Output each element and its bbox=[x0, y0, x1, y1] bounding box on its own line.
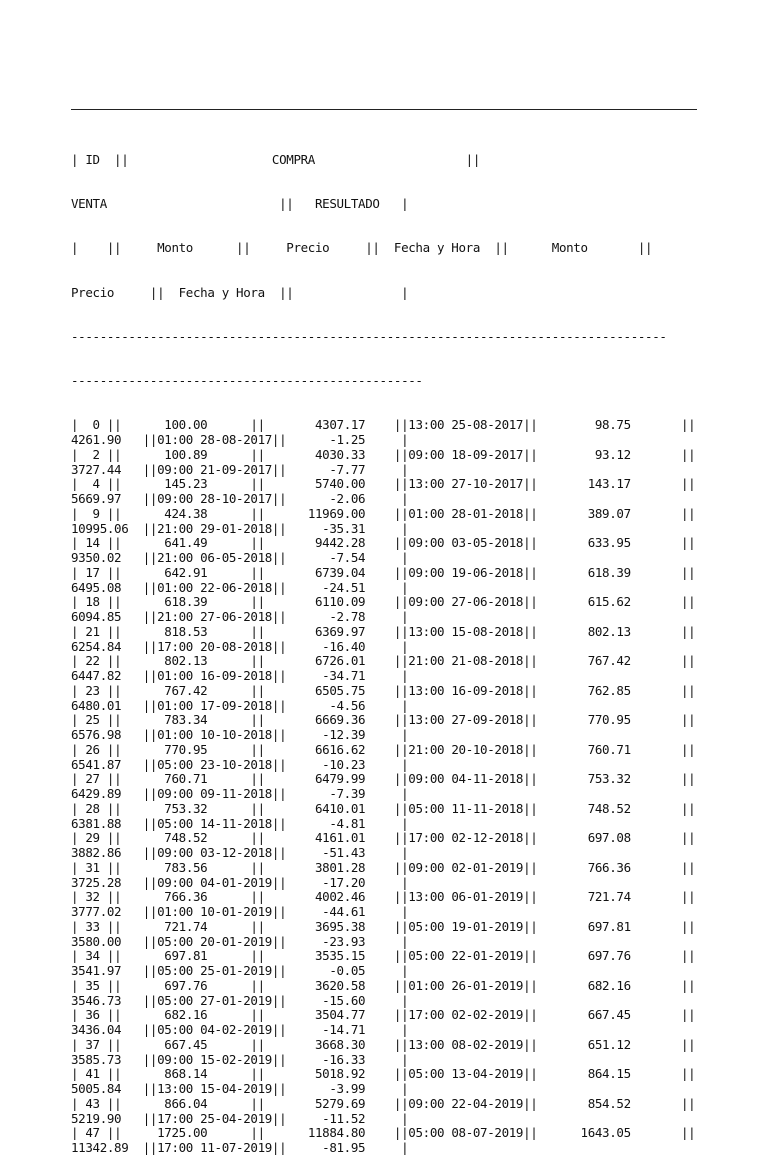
buy-amount: 100.00 bbox=[157, 417, 208, 433]
buy-price: 3535.15 bbox=[307, 948, 366, 964]
trade-row-line-1: | 32 || 766.36 || 4002.46 ||13:00 06-01-2019|| 721.74 || bbox=[71, 889, 696, 905]
sell-datetime: 09:00 28-10-2017 bbox=[157, 491, 272, 506]
buy-amount: 721.74 bbox=[157, 918, 208, 934]
trade-row-line-1: | 23 || 767.42 || 6505.75 ||13:00 16-09-2018|| 762.85 || bbox=[71, 682, 696, 698]
buy-amount: 770.95 bbox=[157, 741, 208, 757]
sell-amount: 770.95 bbox=[580, 712, 631, 728]
sell-datetime: 01:00 16-09-2018 bbox=[157, 668, 272, 683]
trade-row-line-1: | 33 || 721.74 || 3695.38 ||05:00 19-01-2019|| 697.81 || bbox=[71, 918, 696, 934]
buy-datetime: 05:00 08-07-2019 bbox=[408, 1125, 524, 1141]
trade-row-line-2: 6254.84 ||17:00 20-08-2018|| -16.40 | bbox=[71, 638, 409, 654]
result-value: -15.60 bbox=[322, 992, 366, 1008]
result-value: -3.99 bbox=[322, 1081, 366, 1096]
sell-datetime: 09:00 04-01-2019 bbox=[157, 874, 272, 890]
buy-amount: 766.36 bbox=[157, 889, 208, 905]
buy-price: 3504.77 bbox=[307, 1007, 366, 1023]
buy-amount: 697.81 bbox=[157, 948, 208, 964]
sell-price: 6541.87 bbox=[71, 756, 129, 772]
row-id: 36 bbox=[85, 1007, 100, 1023]
trade-row-line-2: 5669.97 ||09:00 28-10-2017|| -2.06 | bbox=[71, 491, 409, 506]
row-id: 34 bbox=[85, 948, 100, 964]
row-id: 28 bbox=[85, 800, 100, 816]
sell-amount: 766.36 bbox=[580, 859, 631, 875]
trade-row-line-1: | 0 || 100.00 || 4307.17 ||13:00 25-08-2017|| 98.75 || bbox=[71, 417, 696, 433]
result-value: -2.78 bbox=[322, 609, 366, 624]
trade-report bbox=[71, 69, 711, 1171]
result-value: -0.05 bbox=[322, 963, 366, 978]
header-line: | ID || COMPRA || bbox=[71, 151, 481, 167]
sell-amount: 697.08 bbox=[580, 830, 631, 846]
trade-row-line-2: 3725.28 ||09:00 04-01-2019|| -17.20 | bbox=[71, 874, 409, 890]
buy-price: 5740.00 bbox=[307, 476, 366, 492]
buy-price: 3801.28 bbox=[307, 859, 366, 875]
trade-row-line-1: | 31 || 783.56 || 3801.28 ||09:00 02-01-2019|| 766.36 || bbox=[71, 859, 696, 875]
trade-row-line-1: | 29 || 748.52 || 4161.01 ||17:00 02-12-2018|| 697.08 || bbox=[71, 830, 696, 846]
trade-row-line-1: | 18 || 618.39 || 6110.09 ||09:00 27-06-2018|| 615.62 || bbox=[71, 594, 696, 610]
buy-datetime: 09:00 02-01-2019 bbox=[408, 859, 524, 875]
buy-amount: 641.49 bbox=[157, 535, 208, 551]
buy-datetime: 21:00 20-10-2018 bbox=[408, 741, 524, 757]
sell-datetime: 01:00 28-08-2017 bbox=[157, 432, 272, 447]
trade-row-line-2: 3436.04 ||05:00 04-02-2019|| -14.71 | bbox=[71, 1022, 409, 1037]
trade-row-line-2: 4261.90 ||01:00 28-08-2017|| -1.25 | bbox=[71, 432, 409, 447]
buy-amount: 818.53 bbox=[157, 623, 208, 639]
separator-line: ----------------------------------------------------------------------------------- bbox=[71, 328, 667, 344]
trade-row-line-1: | 2 || 100.89 || 4030.33 ||09:00 18-09-2017|| 93.12 || bbox=[71, 446, 696, 462]
buy-price: 3620.58 bbox=[307, 977, 366, 993]
trade-row-line-2: 10995.06 ||21:00 29-01-2018|| -35.31 | bbox=[71, 520, 409, 536]
buy-datetime: 09:00 18-09-2017 bbox=[408, 446, 524, 462]
buy-price: 4002.46 bbox=[307, 889, 366, 905]
sell-price: 10995.06 bbox=[71, 520, 129, 536]
sell-amount: 854.52 bbox=[580, 1095, 631, 1111]
sell-datetime: 01:00 10-01-2019 bbox=[157, 904, 272, 919]
sell-price: 6576.98 bbox=[71, 727, 129, 742]
trade-row-line-2: 6541.87 ||05:00 23-10-2018|| -10.23 | bbox=[71, 756, 409, 772]
sell-datetime: 13:00 15-04-2019 bbox=[157, 1081, 272, 1096]
buy-amount: 868.14 bbox=[157, 1066, 208, 1082]
trade-row-line-2: 6381.88 ||05:00 14-11-2018|| -4.81 | bbox=[71, 815, 409, 831]
sell-price: 3436.04 bbox=[71, 1022, 129, 1037]
sell-datetime: 05:00 14-11-2018 bbox=[157, 815, 272, 831]
sell-amount: 753.32 bbox=[580, 771, 631, 787]
row-id: 31 bbox=[85, 859, 100, 875]
buy-amount: 667.45 bbox=[157, 1036, 208, 1052]
trade-row-line-1: | 35 || 697.76 || 3620.58 ||01:00 26-01-2019|| 682.16 || bbox=[71, 977, 696, 993]
sell-price: 6480.01 bbox=[71, 697, 129, 713]
separator-line: ------------------------------------------------- bbox=[71, 373, 423, 388]
buy-datetime: 09:00 04-11-2018 bbox=[408, 771, 524, 787]
sell-datetime: 17:00 20-08-2018 bbox=[157, 638, 272, 654]
buy-price: 11969.00 bbox=[307, 505, 366, 521]
sell-datetime: 17:00 25-04-2019 bbox=[157, 1110, 272, 1126]
top-rule bbox=[71, 109, 711, 124]
buy-price: 6726.01 bbox=[307, 653, 366, 669]
buy-datetime: 09:00 19-06-2018 bbox=[408, 564, 524, 580]
result-value: -12.39 bbox=[322, 727, 366, 742]
row-id: 25 bbox=[85, 712, 100, 728]
header-line: Precio || Fecha y Hora || | bbox=[71, 284, 409, 300]
trade-row-line-2: 3585.73 ||09:00 15-02-2019|| -16.33 | bbox=[71, 1051, 409, 1067]
row-id: 22 bbox=[85, 653, 100, 669]
trade-row-line-2: 6480.01 ||01:00 17-09-2018|| -4.56 | bbox=[71, 697, 409, 713]
row-id: 26 bbox=[85, 741, 100, 757]
trade-row-line-2: 6429.89 ||09:00 09-11-2018|| -7.39 | bbox=[71, 786, 409, 801]
buy-price: 6669.36 bbox=[307, 712, 366, 728]
sell-amount: 389.07 bbox=[580, 505, 631, 521]
buy-price: 5018.92 bbox=[307, 1066, 366, 1082]
trade-row-line-2: 3546.73 ||05:00 27-01-2019|| -15.60 | bbox=[71, 992, 409, 1008]
buy-datetime: 01:00 26-01-2019 bbox=[408, 977, 524, 993]
buy-datetime: 05:00 11-11-2018 bbox=[408, 800, 524, 816]
result-value: -7.39 bbox=[322, 786, 366, 801]
row-id: 37 bbox=[85, 1036, 100, 1052]
sell-amount: 651.12 bbox=[580, 1036, 631, 1052]
row-id: 29 bbox=[85, 830, 100, 846]
result-value: -10.23 bbox=[322, 756, 366, 772]
buy-price: 6616.62 bbox=[307, 741, 366, 757]
trade-row-line-2: 3580.00 ||05:00 20-01-2019|| -23.93 | bbox=[71, 933, 409, 949]
sell-price: 3541.97 bbox=[71, 963, 129, 978]
trade-row-line-2: 3727.44 ||09:00 21-09-2017|| -7.77 | bbox=[71, 461, 409, 477]
row-id: 35 bbox=[85, 977, 100, 993]
row-id: 21 bbox=[85, 623, 100, 639]
sell-price: 4261.90 bbox=[71, 432, 129, 447]
row-id: 9 bbox=[85, 505, 100, 521]
buy-datetime: 05:00 19-01-2019 bbox=[408, 918, 524, 934]
row-id: 47 bbox=[85, 1125, 100, 1141]
sell-amount: 864.15 bbox=[580, 1066, 631, 1082]
buy-datetime: 09:00 27-06-2018 bbox=[408, 594, 524, 610]
result-value: -51.43 bbox=[322, 845, 366, 860]
trade-row-line-1: | 21 || 818.53 || 6369.97 ||13:00 15-08-2018|| 802.13 || bbox=[71, 623, 696, 639]
sell-amount: 802.13 bbox=[580, 623, 631, 639]
row-id: 18 bbox=[85, 594, 100, 610]
buy-amount: 697.76 bbox=[157, 977, 208, 993]
sell-amount: 760.71 bbox=[580, 741, 631, 757]
row-id: 23 bbox=[85, 682, 100, 698]
header-line: | || Monto || Precio || Fecha y Hora || Monto || bbox=[71, 240, 653, 256]
buy-amount: 783.34 bbox=[157, 712, 208, 728]
sell-price: 6381.88 bbox=[71, 815, 129, 831]
buy-price: 6739.04 bbox=[307, 564, 366, 580]
result-value: -14.71 bbox=[322, 1022, 366, 1037]
sell-price: 6495.08 bbox=[71, 579, 129, 595]
buy-datetime: 17:00 02-12-2018 bbox=[408, 830, 524, 846]
result-value: -4.56 bbox=[322, 697, 366, 713]
sell-datetime: 01:00 10-10-2018 bbox=[157, 727, 272, 742]
result-value: -23.93 bbox=[322, 933, 366, 949]
buy-amount: 748.52 bbox=[157, 830, 208, 846]
result-value: -24.51 bbox=[322, 579, 366, 595]
buy-amount: 618.39 bbox=[157, 594, 208, 610]
result-value: -2.06 bbox=[322, 491, 366, 506]
buy-datetime: 13:00 25-08-2017 bbox=[408, 417, 524, 433]
sell-price: 6429.89 bbox=[71, 786, 129, 801]
result-value: -7.54 bbox=[322, 550, 366, 565]
buy-datetime: 13:00 27-09-2018 bbox=[408, 712, 524, 728]
sell-price: 6254.84 bbox=[71, 638, 129, 654]
sell-datetime: 05:00 23-10-2018 bbox=[157, 756, 272, 772]
result-value: -44.61 bbox=[322, 904, 366, 919]
buy-amount: 145.23 bbox=[157, 476, 208, 492]
sell-amount: 618.39 bbox=[580, 564, 631, 580]
trade-rows bbox=[71, 418, 711, 1156]
trade-row-line-2: 5219.90 ||17:00 25-04-2019|| -11.52 | bbox=[71, 1110, 409, 1126]
sell-price: 3777.02 bbox=[71, 904, 129, 919]
trade-row-line-1: | 25 || 783.34 || 6669.36 ||13:00 27-09-2018|| 770.95 || bbox=[71, 712, 696, 728]
trade-row-line-1: | 36 || 682.16 || 3504.77 ||17:00 02-02-2019|| 667.45 || bbox=[71, 1007, 696, 1023]
trade-row-line-2: 11342.89 ||17:00 11-07-2019|| -81.95 | bbox=[71, 1140, 409, 1155]
trade-row-line-2: 3882.86 ||09:00 03-12-2018|| -51.43 | bbox=[71, 845, 409, 860]
trade-row-line-2: 6094.85 ||21:00 27-06-2018|| -2.78 | bbox=[71, 609, 409, 624]
trade-row-line-1: | 4 || 145.23 || 5740.00 ||13:00 27-10-2017|| 143.17 || bbox=[71, 476, 696, 492]
trade-row-line-2: 6576.98 ||01:00 10-10-2018|| -12.39 | bbox=[71, 727, 409, 742]
row-id: 41 bbox=[85, 1066, 100, 1082]
sell-datetime: 01:00 17-09-2018 bbox=[157, 697, 272, 713]
trade-row-line-1: | 41 || 868.14 || 5018.92 ||05:00 13-04-2019|| 864.15 || bbox=[71, 1066, 696, 1082]
sell-price: 3585.73 bbox=[71, 1051, 129, 1067]
row-id: 43 bbox=[85, 1095, 100, 1111]
sell-price: 5219.90 bbox=[71, 1110, 129, 1126]
sell-datetime: 21:00 06-05-2018 bbox=[157, 550, 272, 565]
sell-datetime: 21:00 27-06-2018 bbox=[157, 609, 272, 624]
buy-price: 6369.97 bbox=[307, 623, 366, 639]
sell-amount: 615.62 bbox=[580, 594, 631, 610]
result-value: -1.25 bbox=[322, 432, 366, 447]
trade-row-line-2: 9350.02 ||21:00 06-05-2018|| -7.54 | bbox=[71, 550, 409, 565]
trade-row-line-2: 3541.97 ||05:00 25-01-2019|| -0.05 | bbox=[71, 963, 409, 978]
buy-price: 11884.80 bbox=[307, 1125, 366, 1141]
sell-datetime: 05:00 27-01-2019 bbox=[157, 992, 272, 1008]
result-value: -17.20 bbox=[322, 874, 366, 890]
row-id: 17 bbox=[85, 564, 100, 580]
sell-price: 3727.44 bbox=[71, 461, 129, 477]
sell-amount: 633.95 bbox=[580, 535, 631, 551]
sell-price: 5669.97 bbox=[71, 491, 129, 506]
buy-amount: 1725.00 bbox=[157, 1125, 208, 1141]
row-id: 33 bbox=[85, 918, 100, 934]
result-value: -4.81 bbox=[322, 815, 366, 831]
sell-amount: 697.76 bbox=[580, 948, 631, 964]
trade-row-line-2: 3777.02 ||01:00 10-01-2019|| -44.61 | bbox=[71, 904, 409, 919]
trade-row-line-1: | 34 || 697.81 || 3535.15 ||05:00 22-01-2019|| 697.76 || bbox=[71, 948, 696, 964]
trade-row-line-1: | 14 || 641.49 || 9442.28 ||09:00 03-05-2018|| 633.95 || bbox=[71, 535, 696, 551]
sell-amount: 721.74 bbox=[580, 889, 631, 905]
result-value: -11.52 bbox=[322, 1110, 366, 1126]
buy-amount: 783.56 bbox=[157, 859, 208, 875]
sell-price: 3725.28 bbox=[71, 874, 129, 890]
sell-amount: 98.75 bbox=[580, 417, 631, 433]
result-value: -35.31 bbox=[322, 520, 366, 536]
buy-datetime: 13:00 27-10-2017 bbox=[408, 476, 524, 492]
buy-price: 9442.28 bbox=[307, 535, 366, 551]
sell-datetime: 17:00 11-07-2019 bbox=[157, 1140, 272, 1155]
buy-amount: 767.42 bbox=[157, 682, 208, 698]
buy-datetime: 05:00 22-01-2019 bbox=[408, 948, 524, 964]
buy-price: 5279.69 bbox=[307, 1095, 366, 1111]
trade-row-line-2: 6447.82 ||01:00 16-09-2018|| -34.71 | bbox=[71, 668, 409, 683]
result-value: -7.77 bbox=[322, 461, 366, 477]
buy-datetime: 13:00 08-02-2019 bbox=[408, 1036, 524, 1052]
buy-amount: 866.04 bbox=[157, 1095, 208, 1111]
sell-datetime: 21:00 29-01-2018 bbox=[157, 520, 272, 536]
trade-row-line-1: | 28 || 753.32 || 6410.01 ||05:00 11-11-2018|| 748.52 || bbox=[71, 800, 696, 816]
buy-amount: 760.71 bbox=[157, 771, 208, 787]
row-id: 4 bbox=[85, 476, 100, 492]
result-value: -16.33 bbox=[322, 1051, 366, 1067]
sell-datetime: 05:00 20-01-2019 bbox=[157, 933, 272, 949]
sell-amount: 143.17 bbox=[580, 476, 631, 492]
header-line: VENTA || RESULTADO | bbox=[71, 196, 409, 211]
sell-price: 11342.89 bbox=[71, 1140, 129, 1155]
buy-amount: 424.38 bbox=[157, 505, 208, 521]
sell-datetime: 09:00 21-09-2017 bbox=[157, 461, 272, 477]
row-id: 27 bbox=[85, 771, 100, 787]
sell-datetime: 09:00 09-11-2018 bbox=[157, 786, 272, 801]
sell-price: 5005.84 bbox=[71, 1081, 129, 1096]
row-id: 0 bbox=[85, 417, 100, 433]
buy-datetime: 17:00 02-02-2019 bbox=[408, 1007, 524, 1023]
buy-price: 6110.09 bbox=[307, 594, 366, 610]
sell-datetime: 09:00 03-12-2018 bbox=[157, 845, 272, 860]
buy-datetime: 09:00 03-05-2018 bbox=[408, 535, 524, 551]
buy-price: 6479.99 bbox=[307, 771, 366, 787]
buy-datetime: 21:00 21-08-2018 bbox=[408, 653, 524, 669]
buy-datetime: 13:00 06-01-2019 bbox=[408, 889, 524, 905]
trade-row-line-1: | 43 || 866.04 || 5279.69 ||09:00 22-04-2019|| 854.52 || bbox=[71, 1095, 696, 1111]
row-id: 14 bbox=[85, 535, 100, 551]
row-id: 32 bbox=[85, 889, 100, 905]
sell-amount: 667.45 bbox=[580, 1007, 631, 1023]
sell-amount: 767.42 bbox=[580, 653, 631, 669]
buy-price: 3695.38 bbox=[307, 918, 366, 934]
buy-amount: 682.16 bbox=[157, 1007, 208, 1023]
result-value: -34.71 bbox=[322, 668, 366, 683]
sell-price: 6094.85 bbox=[71, 609, 129, 624]
sell-datetime: 01:00 22-06-2018 bbox=[157, 579, 272, 595]
sell-price: 3546.73 bbox=[71, 992, 129, 1008]
row-id: 2 bbox=[85, 446, 100, 462]
trade-row-line-1: | 47 || 1725.00 || 11884.80 ||05:00 08-07-2019|| 1643.05 || bbox=[71, 1125, 696, 1141]
sell-amount: 682.16 bbox=[580, 977, 631, 993]
sell-price: 3882.86 bbox=[71, 845, 129, 860]
result-value: -81.95 bbox=[322, 1140, 366, 1155]
sell-datetime: 05:00 04-02-2019 bbox=[157, 1022, 272, 1037]
buy-datetime: 13:00 16-09-2018 bbox=[408, 682, 524, 698]
buy-price: 6410.01 bbox=[307, 800, 366, 816]
trade-row-line-1: | 9 || 424.38 || 11969.00 ||01:00 28-01-2018|| 389.07 || bbox=[71, 505, 696, 521]
buy-amount: 802.13 bbox=[157, 653, 208, 669]
buy-datetime: 13:00 15-08-2018 bbox=[408, 623, 524, 639]
buy-price: 6505.75 bbox=[307, 682, 366, 698]
trade-row-line-2: 6495.08 ||01:00 22-06-2018|| -24.51 | bbox=[71, 579, 409, 595]
result-value: -16.40 bbox=[322, 638, 366, 654]
trade-row-line-1: | 22 || 802.13 || 6726.01 ||21:00 21-08-2018|| 767.42 || bbox=[71, 653, 696, 669]
trade-row-line-1: | 37 || 667.45 || 3668.30 ||13:00 08-02-2019|| 651.12 || bbox=[71, 1036, 696, 1052]
sell-amount: 748.52 bbox=[580, 800, 631, 816]
sell-datetime: 05:00 25-01-2019 bbox=[157, 963, 272, 978]
trade-row-line-1: | 17 || 642.91 || 6739.04 ||09:00 19-06-2018|| 618.39 || bbox=[71, 564, 696, 580]
buy-datetime: 01:00 28-01-2018 bbox=[408, 505, 524, 521]
buy-amount: 753.32 bbox=[157, 800, 208, 816]
buy-price: 3668.30 bbox=[307, 1036, 366, 1052]
buy-price: 4307.17 bbox=[307, 417, 366, 433]
buy-datetime: 09:00 22-04-2019 bbox=[408, 1095, 524, 1111]
buy-price: 4030.33 bbox=[307, 446, 366, 462]
sell-amount: 93.12 bbox=[580, 446, 631, 462]
sell-datetime: 09:00 15-02-2019 bbox=[157, 1051, 272, 1067]
sell-price: 6447.82 bbox=[71, 668, 129, 683]
sell-price: 3580.00 bbox=[71, 933, 129, 949]
trade-row-line-1: | 26 || 770.95 || 6616.62 ||21:00 20-10-2018|| 760.71 || bbox=[71, 741, 696, 757]
buy-price: 4161.01 bbox=[307, 830, 366, 846]
sell-amount: 1643.05 bbox=[580, 1125, 631, 1141]
buy-amount: 642.91 bbox=[157, 564, 208, 580]
buy-datetime: 05:00 13-04-2019 bbox=[408, 1066, 524, 1082]
trade-row-line-2: 5005.84 ||13:00 15-04-2019|| -3.99 | bbox=[71, 1081, 409, 1096]
buy-amount: 100.89 bbox=[157, 446, 208, 462]
trade-row-line-1: | 27 || 760.71 || 6479.99 ||09:00 04-11-2018|| 753.32 || bbox=[71, 771, 696, 787]
sell-price: 9350.02 bbox=[71, 550, 129, 565]
sell-amount: 697.81 bbox=[580, 918, 631, 934]
sell-amount: 762.85 bbox=[580, 682, 631, 698]
